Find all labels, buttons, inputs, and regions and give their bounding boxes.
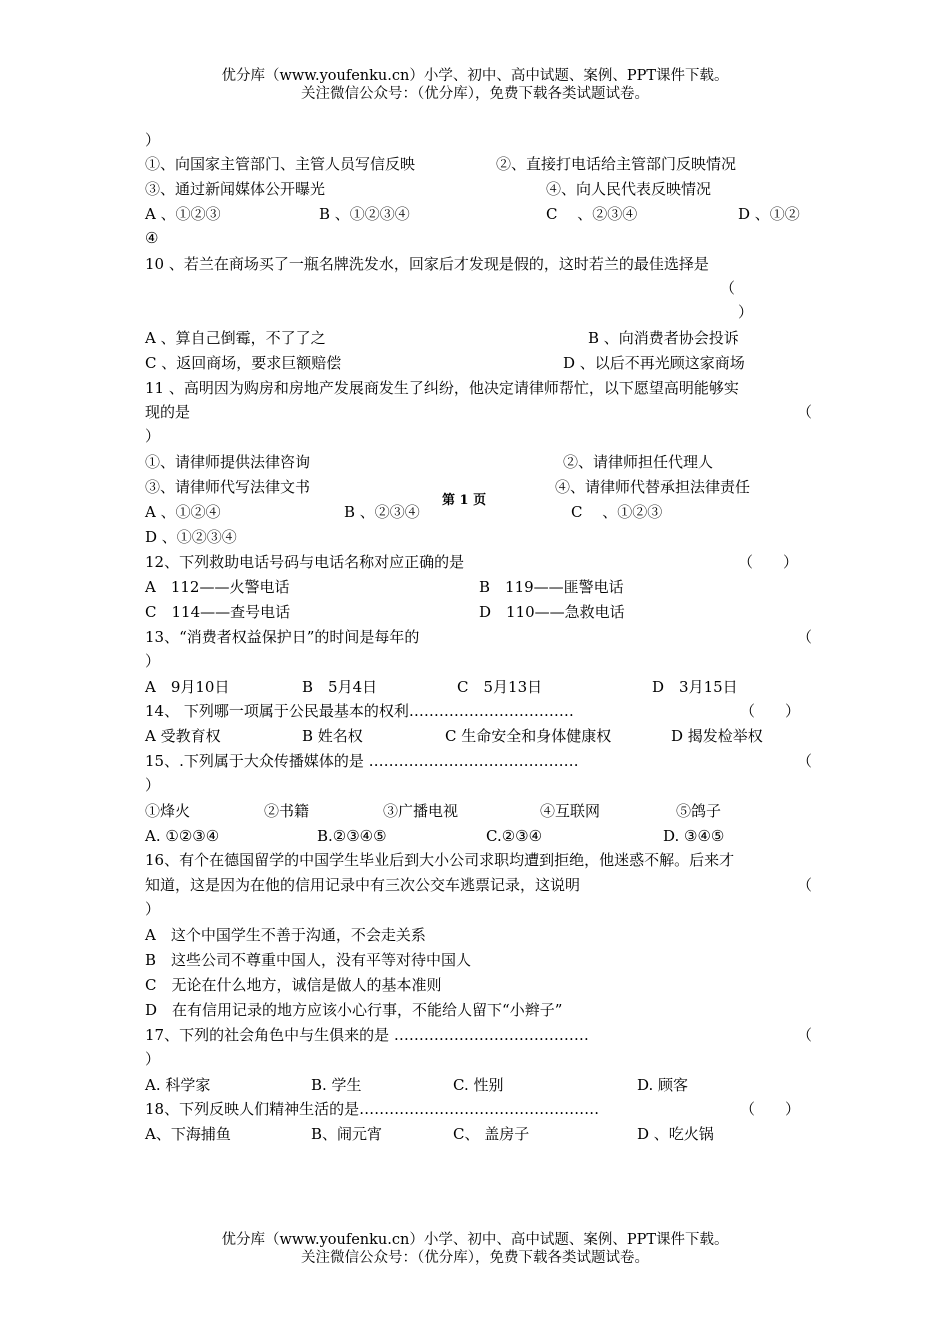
q14-option-b: B 姓名权 [302,727,363,745]
q11-paren-close: ） [145,427,161,445]
q17-option-b: B. 学生 [311,1076,362,1094]
q13-option-b: B 5月4日 [302,678,378,696]
q18-option-d: D 、吃火锅 [637,1125,714,1143]
q9-option-a: A 、①②③ [145,205,221,223]
q13-option-c: C 5月13日 [457,678,543,696]
q11-stem-line-2: 现的是 [145,403,191,421]
q12-stem: 12、下列救助电话号码与电话名称对应正确的是 [145,553,465,571]
q15-paren-open: （ [797,752,813,770]
q15-item-4: ④互联网 [540,802,601,820]
q11-option-b: B 、②③④ [344,503,420,521]
page-number: 第 1 页 [442,493,487,508]
footer-line-2: 关注微信公众号：（优分库），免费下载各类试题试卷。 [301,1250,649,1266]
q18-stem: 18、下列反映人们精神生活的是………………………………………… [145,1100,600,1118]
q9-option-c: C 、②③④ [546,205,638,223]
q10-paren-open: （ [720,279,736,297]
q13-paren-open: （ [797,628,813,646]
q13-stem: 13、“消费者权益保护日”的时间是每年的 [145,628,420,646]
q9-statement-4: ④、向人民代表反映情况 [546,180,712,198]
q15-option-b: B.②③④⑤ [317,827,387,845]
q15-item-2: ②书籍 [264,802,310,820]
q16-option-b: B 这些公司不尊重中国人，没有平等对待中国人 [145,951,472,969]
q16-option-d: D 在有信用记录的地方应该小心行事，不能给人留下“小辫子” [145,1001,563,1019]
q15-item-5: ⑤鸽子 [676,802,722,820]
q10-option-a: A 、算自己倒霉，不了了之 [145,329,326,347]
q10-option-b: B 、向消费者协会投诉 [588,329,739,347]
q9-statement-3: ③、通过新闻媒体公开曝光 [145,180,326,198]
q18-option-a: A、下海捕鱼 [145,1125,231,1143]
q10-option-d: D 、以后不再光顾这家商场 [563,354,745,372]
q15-option-a: A. ①②③④ [145,827,220,845]
header-line-2: 关注微信公众号：（优分库），免费下载各类试题试卷。 [301,86,649,102]
q17-paren-close: ） [145,1050,161,1068]
q11-option-c: C 、①②③ [571,503,663,521]
q11-option-d: D 、①②③④ [145,528,237,546]
q11-statement-2: ②、请律师担任代理人 [563,453,714,471]
q11-option-a: A 、①②④ [145,503,221,521]
q12-option-c: C 114——查号电话 [145,603,291,621]
header-line-1: 优分库（www.youfenku.cn）小学、初中、高中试题、案例、PPT课件下载。 [221,68,729,84]
q16-option-c: C 无论在什么地方，诚信是做人的基本准则 [145,976,442,994]
q17-option-d: D. 顾客 [637,1076,689,1094]
q12-option-a: A 112——火警电话 [145,578,290,596]
q17-option-a: A. 科学家 [145,1076,211,1094]
q9-option-d-wrap: ④ [145,229,159,247]
q14-stem: 14、 下列哪一项属于公民最基本的权利…………………………… [145,702,574,720]
q16-paren-open: （ [797,876,813,894]
q12-paren: （ ） [738,553,799,571]
q12-option-d: D 110——急救电话 [479,603,625,621]
q9-option-d: D 、①② [738,205,800,223]
q16-paren-close: ） [145,900,161,918]
q9-option-b: B 、①②③④ [319,205,410,223]
q17-stem: 17、下列的社会角色中与生俱来的是 ………………………………… [145,1026,589,1044]
q13-paren-close: ） [145,652,161,670]
footer-line-1: 优分库（www.youfenku.cn）小学、初中、高中试题、案例、PPT课件下载。 [221,1232,729,1248]
q15-option-d: D. ③④⑤ [663,827,725,845]
q14-paren: （ ） [740,702,801,720]
q17-paren-open: （ [797,1026,813,1044]
q18-paren: （ ） [740,1100,801,1118]
q15-option-c: C.②③④ [486,827,543,845]
q15-item-3: ③广播电视 [383,802,459,820]
q18-option-c: C、 盖房子 [453,1125,530,1143]
q16-stem-line-1: 16、有个在德国留学的中国学生毕业后到大小公司求职均遭到拒绝，他迷惑不解。后来才 [145,851,735,869]
q11-statement-3: ③、请律师代写法律文书 [145,478,311,496]
q16-option-a: A 这个中国学生不善于沟通，不会走关系 [145,926,426,944]
q14-option-a: A 受教育权 [145,727,221,745]
q9-statement-2: ②、直接打电话给主管部门反映情况 [496,155,737,173]
q13-option-d: D 3月15日 [652,678,738,696]
q9-statement-1: ①、向国家主管部门、主管人员写信反映 [145,155,416,173]
q10-paren-close: ） [738,303,754,321]
q11-stem-line-1: 11 、高明因为购房和房地产发展商发生了纠纷，他决定请律师帮忙，以下愿望高明能够实 [145,379,739,397]
q12-option-b: B 119——匪警电话 [479,578,624,596]
q14-option-d: D 揭发检举权 [671,727,763,745]
q13-option-a: A 9月10日 [145,678,230,696]
q18-option-b: B、闹元宵 [311,1125,383,1143]
q15-item-1: ①烽火 [145,802,191,820]
q15-stem: 15、.下列属于大众传播媒体的是 …………………………………… [145,752,579,770]
q15-paren-close: ） [145,776,161,794]
q14-option-c: C 生命安全和身体健康权 [445,727,612,745]
q17-option-c: C. 性别 [453,1076,504,1094]
q11-paren-open: （ [797,403,813,421]
q16-stem-line-2: 知道，这是因为在他的信用记录中有三次公交车逃票记录，这说明 [145,876,581,894]
q11-statement-4: ④、请律师代替承担法律责任 [555,478,751,496]
q10-stem: 10 、若兰在商场买了一瓶名牌洗发水，回家后才发现是假的，这时若兰的最佳选择是 [145,255,709,273]
q9-paren-close: ） [145,131,161,149]
q11-statement-1: ①、请律师提供法律咨询 [145,453,311,471]
q10-option-c: C 、返回商场，要求巨额赔偿 [145,354,342,372]
